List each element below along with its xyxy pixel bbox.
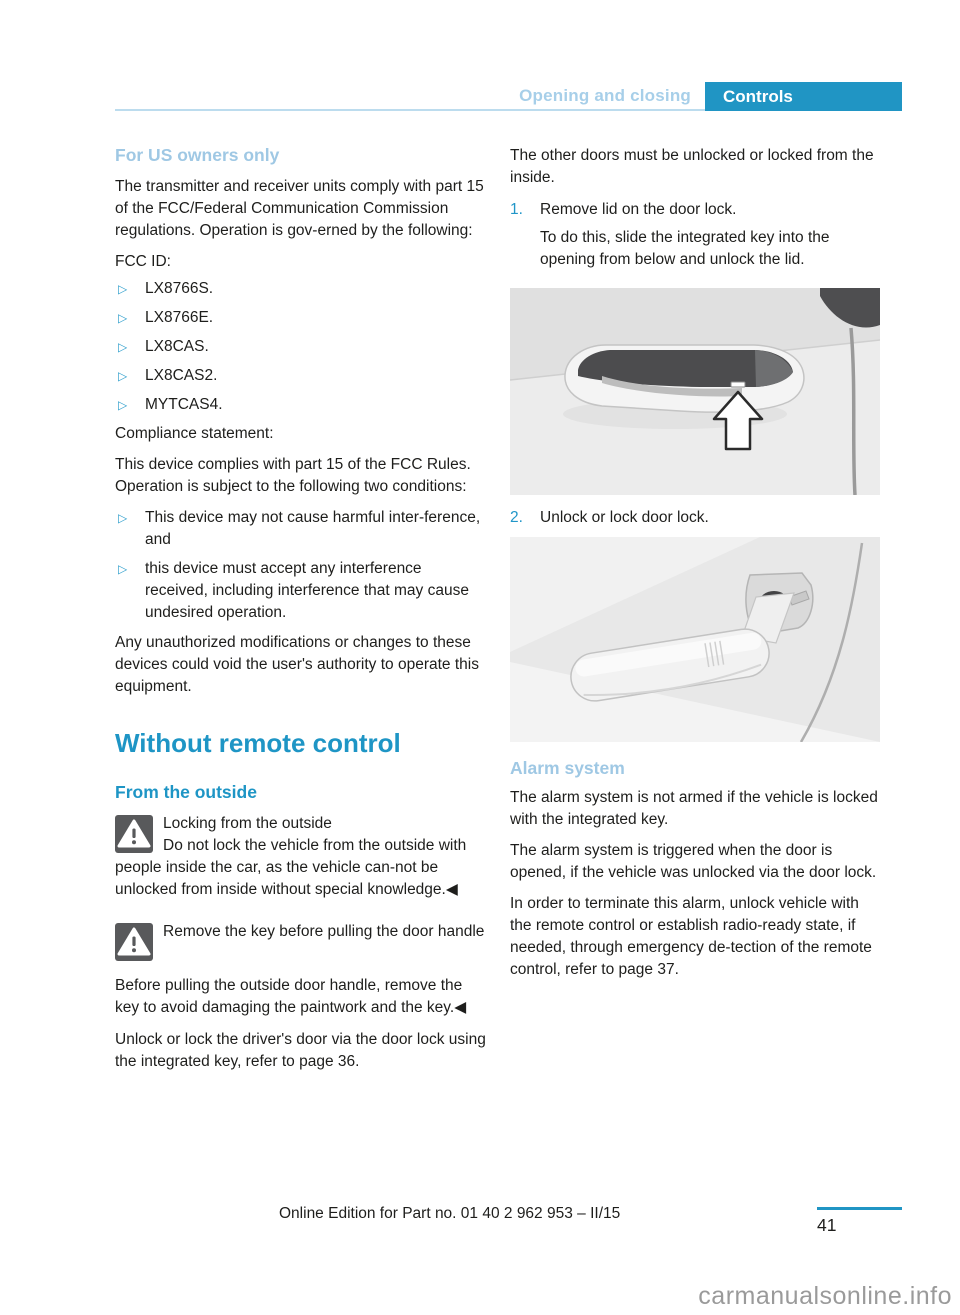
alarm-heading: Alarm system — [510, 758, 625, 778]
step-item — [510, 199, 882, 271]
triangle-bullet-icon: ▷ — [118, 562, 128, 576]
chapter-tab-label: Controls — [723, 86, 793, 106]
conditions-list — [115, 507, 487, 624]
fcc-id-label: FCC ID: — [115, 253, 171, 270]
triangle-bullet-icon: ▷ — [118, 369, 128, 383]
condition-text: this device must accept any interference received, including interference that may cause undesired operation. — [145, 560, 469, 621]
chapter-tab — [705, 82, 902, 111]
triangle-bullet-icon: ▷ — [118, 511, 128, 525]
fcc-id-list — [115, 278, 487, 416]
page-header — [115, 82, 902, 111]
modifications-paragraph: Any unauthorized modifications or changes to these devices could void the user's authority to operate this equipment. — [115, 634, 479, 695]
step-text: Unlock or lock door lock. — [540, 509, 709, 526]
warning-title: Locking from the outside — [163, 815, 332, 832]
step-subtext: To do this, slide the integrated key into the opening from below and unlock the lid. — [540, 229, 830, 268]
step-number: 1. — [510, 201, 523, 218]
intro-paragraph: The other doors must be unlocked or locked from the inside. — [510, 147, 874, 186]
warning-icon — [115, 815, 153, 853]
triangle-bullet-icon: ▷ — [118, 398, 128, 412]
header-rule — [115, 82, 705, 111]
step-text: Remove lid on the door lock. — [540, 201, 737, 218]
alarm-paragraph-1: The alarm system is not armed if the vehicle is locked with the integrated key. — [510, 789, 878, 828]
warning-block-remove-key — [115, 921, 487, 965]
fcc-id-value: LX8CAS2. — [145, 367, 218, 384]
from-outside-heading: From the outside — [115, 782, 257, 802]
list-item — [115, 558, 487, 624]
triangle-bullet-icon: ▷ — [118, 311, 128, 325]
list-item — [115, 336, 487, 358]
alarm-paragraph-2: The alarm system is triggered when the door is opened, if the vehicle was unlocked via the door lock. — [510, 842, 877, 881]
key-opening-slot — [731, 382, 745, 387]
warning-block-locking — [115, 813, 487, 901]
fcc-id-value: LX8766E. — [145, 309, 214, 326]
fcc-id-value: MYTCAS4. — [145, 396, 223, 413]
compliance-label: Compliance statement: — [115, 425, 274, 442]
warning-body: Do not lock the vehicle from the outside with people inside the car, as the vehicle can-not be unlocked from inside without special knowledge.◀ — [115, 837, 467, 898]
watermark: carmanualsonline.info — [698, 1282, 952, 1310]
step-number: 2. — [510, 509, 523, 526]
us-owners-paragraph: The transmitter and receiver units comply with part 15 of the FCC/Federal Communication Commission regulations. Operation is gov-erned by the following: — [115, 178, 484, 239]
page-number-rule — [817, 1207, 902, 1210]
fcc-id-value: LX8766S. — [145, 280, 214, 297]
page-number: 41 — [817, 1215, 837, 1235]
compliance-paragraph: This device complies with part 15 of the FCC Rules. Operation is subject to the following two conditions: — [115, 456, 471, 495]
us-owners-heading: For US owners only — [115, 145, 280, 165]
list-item — [115, 365, 487, 387]
list-item — [115, 394, 487, 416]
before-pulling-paragraph: Before pulling the outside door handle, remove the key to avoid damaging the paintwork and the key.◀ — [115, 977, 467, 1016]
unlock-driver-door-paragraph: Unlock or lock the driver's door via the door lock using the integrated key, refer to page 36. — [115, 1031, 486, 1070]
right-column — [510, 145, 882, 990]
list-item — [115, 278, 487, 300]
figure-door-lock-cylinder — [510, 537, 882, 742]
edition-note: Online Edition for Part no. 01 40 2 962 953 – II/15 — [279, 1205, 621, 1222]
warning-title: Remove the key before pulling the door handle — [163, 923, 485, 940]
step-item — [510, 507, 882, 529]
condition-text: This device may not cause harmful inter-ference, and — [145, 509, 481, 548]
triangle-bullet-icon: ▷ — [118, 282, 128, 296]
list-item — [115, 507, 487, 551]
without-remote-heading: Without remote control — [115, 728, 401, 758]
triangle-bullet-icon: ▷ — [118, 340, 128, 354]
breadcrumb-section: Opening and closing — [519, 85, 691, 105]
left-column — [115, 145, 487, 1082]
figure-door-lock-lid — [510, 288, 882, 495]
alarm-paragraph-3: In order to terminate this alarm, unlock vehicle with the remote control or establish radio-ready state, if needed, through emergency de-tection of the remote control, refer to page 37. — [510, 895, 872, 978]
fcc-id-value: LX8CAS. — [145, 338, 209, 355]
warning-icon — [115, 923, 153, 961]
list-item — [115, 307, 487, 329]
